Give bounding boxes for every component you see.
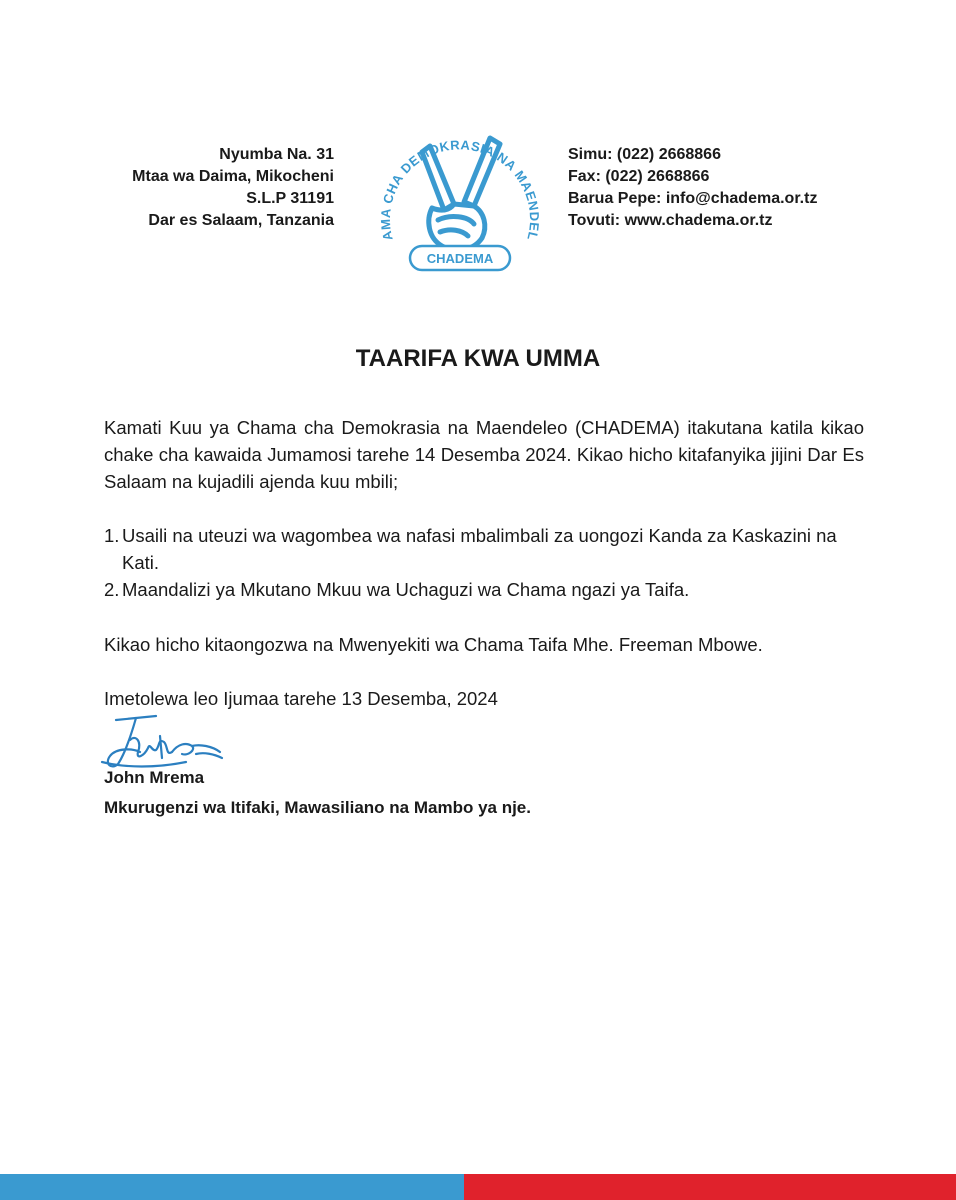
- intro-paragraph: Kamati Kuu ya Chama cha Demokrasia na Maendeleo (CHADEMA) itakutana katila kikao chake cha kawaida Jumamosi tarehe 14 Desemba 2024. Kikao hicho kitafanyika jijini Dar Es Salaam na kujadili ajenda kuu mbili;: [104, 417, 864, 492]
- list-item: [104, 576, 864, 603]
- document-title: TAARIFA KWA UMMA: [355, 345, 601, 372]
- address-line: S.L.P 31191: [246, 190, 334, 207]
- chadema-logo: [370, 108, 550, 280]
- contact-line: Simu: (022) 2668866: [568, 146, 721, 163]
- svg-text:CHAMA CHA DEMOKRASIA NA MAENDE: [370, 108, 542, 242]
- victory-hand-icon: [370, 108, 550, 280]
- signer-title: Mkurugenzi wa Itifaki, Mawasiliano na Mambo ya nje.: [104, 798, 531, 817]
- list-text: Usaili na uteuzi wa wagombea wa nafasi mbalimbali za uongozi Kanda za Kaskazini na Kati.: [122, 525, 837, 573]
- logo-badge-text: CHADEMA: [426, 251, 494, 266]
- list-item: [104, 522, 864, 576]
- list-number: 2.: [104, 579, 120, 600]
- address-line: Mtaa wa Daima, Mikocheni: [132, 168, 334, 185]
- address-line: Dar es Salaam, Tanzania: [148, 212, 334, 229]
- chair-note: Kikao hicho kitaongozwa na Mwenyekiti wa Chama Taifa Mhe. Freeman Mbowe.: [104, 634, 763, 655]
- signer-name: John Mrema: [104, 768, 205, 787]
- contact-block: [568, 144, 928, 232]
- address-block: [34, 144, 334, 232]
- contact-line: Barua Pepe: info@chadema.or.tz: [568, 190, 818, 207]
- address-line: Nyumba Na. 31: [219, 146, 334, 163]
- list-text: Maandalizi ya Mkutano Mkuu wa Uchaguzi wa Chama ngazi ya Taifa.: [122, 579, 690, 600]
- logo-arc-text: AMA CHA DEMOKRASIA NA MAENDEL: [377, 137, 543, 243]
- contact-line: Tovuti: www.chadema.or.tz: [568, 212, 773, 229]
- agenda-list: [104, 522, 864, 603]
- contact-line: Fax: (022) 2668866: [568, 168, 710, 185]
- list-number: 1.: [104, 525, 120, 546]
- issued-date: Imetolewa leo Ijumaa tarehe 13 Desemba, 2024: [104, 688, 498, 709]
- footer-blue-band: [0, 1174, 464, 1200]
- footer-red-band: [464, 1174, 956, 1200]
